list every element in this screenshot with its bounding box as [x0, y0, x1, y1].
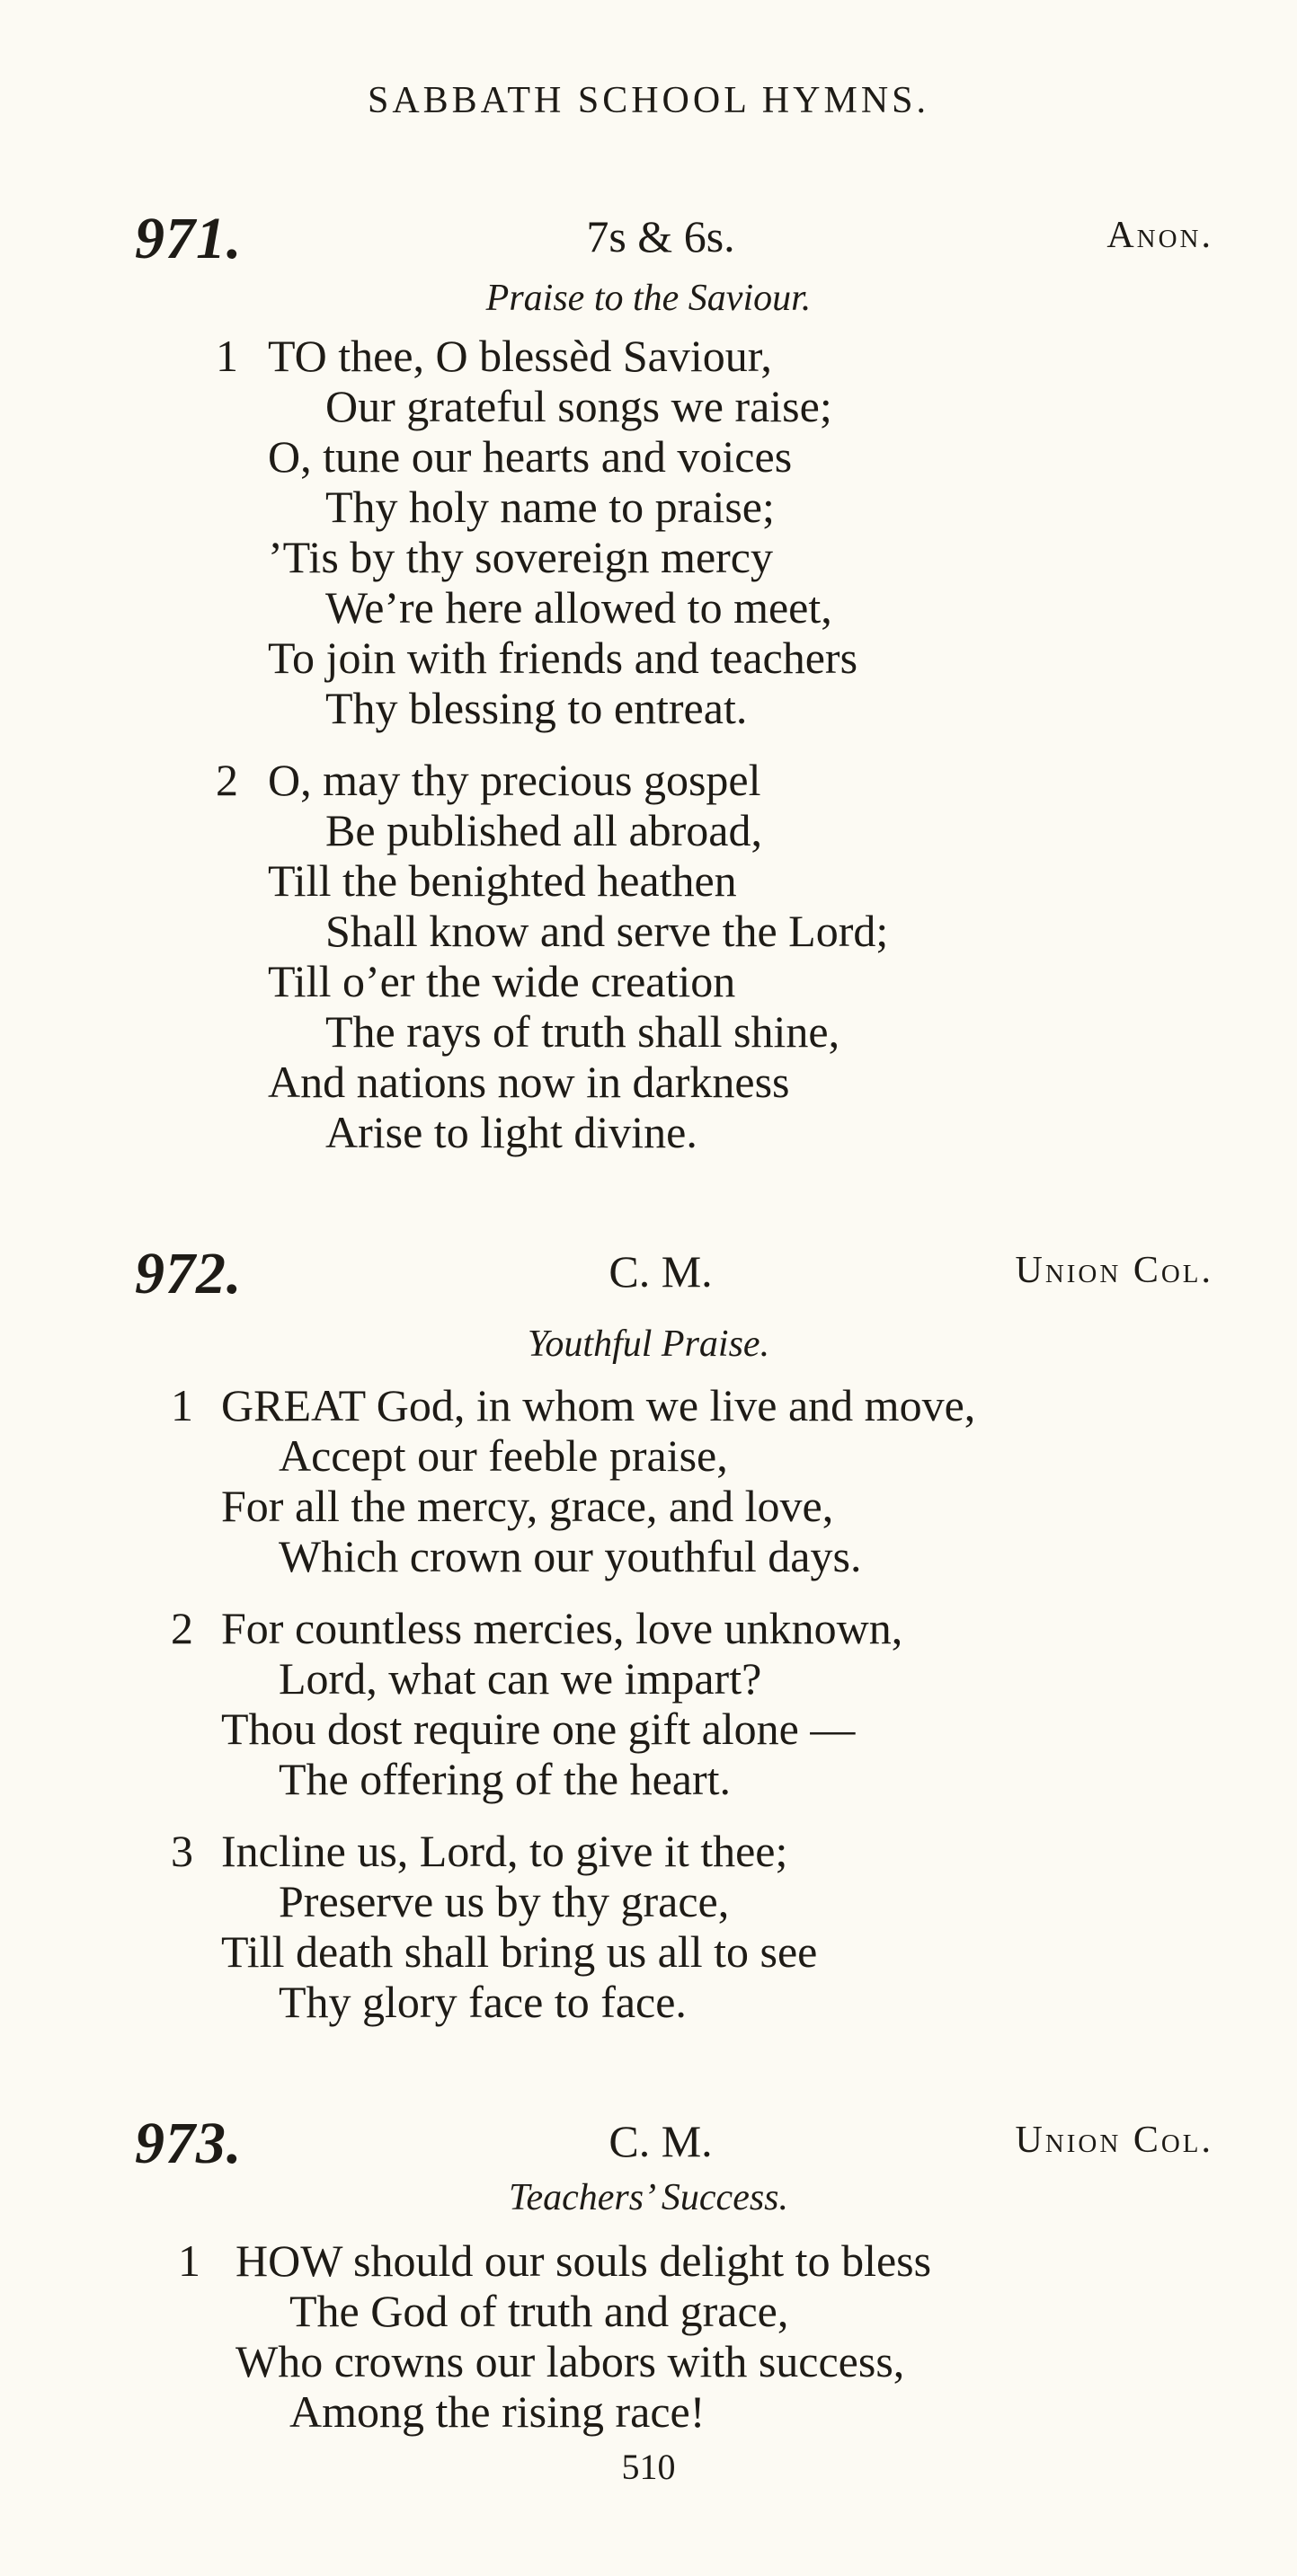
- hymn-meter: C. M.: [609, 1246, 713, 1297]
- verse-line: Our grateful songs we raise;: [325, 381, 832, 431]
- hymn-author: Anon.: [1106, 215, 1213, 256]
- hymn-meter: 7s & 6s.: [586, 211, 735, 261]
- hymn-number: 972.: [135, 1241, 243, 1306]
- running-head: SABBATH SCHOOL HYMNS.: [367, 80, 930, 121]
- verse-line: The God of truth and grace,: [289, 2286, 789, 2336]
- verse-line: Accept our feeble praise,: [279, 1430, 728, 1481]
- hymn-972-title: Youthful Praise.: [527, 1323, 770, 1365]
- hymn-971-title: Praise to the Saviour.: [485, 278, 812, 319]
- verse-line: Thy blessing to entreat.: [325, 683, 748, 733]
- hymn-973-title: Teachers’ Success.: [508, 2177, 789, 2218]
- verse-number: 1: [216, 331, 238, 381]
- page-number: 510: [621, 2447, 676, 2487]
- verse-line: Incline us, Lord, to give it thee;: [221, 1826, 788, 1876]
- verse-line: Which crown our youthful days.: [279, 1531, 862, 1581]
- verse-number: 2: [171, 1603, 193, 1653]
- hymn-972-header: [135, 1240, 1213, 1306]
- verse-line: Who crowns our labors with success,: [235, 2336, 905, 2386]
- hymn-number: 973.: [135, 2111, 243, 2176]
- verse-line: Till the benighted heathen: [268, 855, 737, 906]
- verse-line: For all the mercy, grace, and love,: [221, 1481, 834, 1531]
- verse-line: Thou dost require one gift alone —: [221, 1704, 856, 1754]
- hymn-number: 971.: [135, 206, 243, 271]
- verse-line: GREAT God, in whom we live and move,: [221, 1380, 976, 1430]
- verse-line: For countless mercies, love unknown,: [221, 1603, 903, 1653]
- verse-line: ’Tis by thy sovereign mercy: [268, 532, 773, 582]
- verse-line: O, tune our hearts and voices: [268, 431, 793, 482]
- verse-line: Lord, what can we impart?: [279, 1653, 762, 1704]
- hymn-meter: C. M.: [609, 2116, 713, 2166]
- hymn-author: Union Col.: [1015, 2120, 1213, 2161]
- verse-line: HOW should our souls delight to bless: [235, 2235, 932, 2286]
- verse-number: 1: [171, 1380, 193, 1430]
- verse-number: 2: [216, 755, 238, 805]
- verse-line: Till death shall bring us all to see: [221, 1926, 818, 1977]
- verse-line: Thy glory face to face.: [279, 1977, 687, 2027]
- verse-line: Be published all abroad,: [325, 805, 762, 855]
- verse-line: Thy holy name to praise;: [325, 482, 775, 532]
- hymn-971-header: [135, 205, 1213, 271]
- verse-line: Arise to light divine.: [325, 1107, 697, 1157]
- verse-line: TO thee, O blessèd Saviour,: [268, 331, 772, 381]
- hymn-973-header: [135, 2110, 1213, 2176]
- verse-line: Shall know and serve the Lord;: [325, 906, 889, 956]
- verse-line: The rays of truth shall shine,: [325, 1006, 840, 1057]
- verse-line: Till o’er the wide creation: [268, 956, 736, 1006]
- verse-line: Among the rising race!: [289, 2386, 706, 2437]
- hymn-author: Union Col.: [1015, 1250, 1213, 1291]
- verse-line: To join with friends and teachers: [268, 633, 858, 683]
- verse-number: 3: [171, 1826, 193, 1876]
- verse-line: The offering of the heart.: [279, 1754, 732, 1804]
- verse-number: 1: [178, 2235, 200, 2286]
- verse-line: O, may thy precious gospel: [268, 755, 761, 805]
- verse-line: We’re here allowed to meet,: [325, 582, 832, 633]
- verse-line: And nations now in darkness: [268, 1057, 790, 1107]
- verse-line: Preserve us by thy grace,: [279, 1876, 730, 1926]
